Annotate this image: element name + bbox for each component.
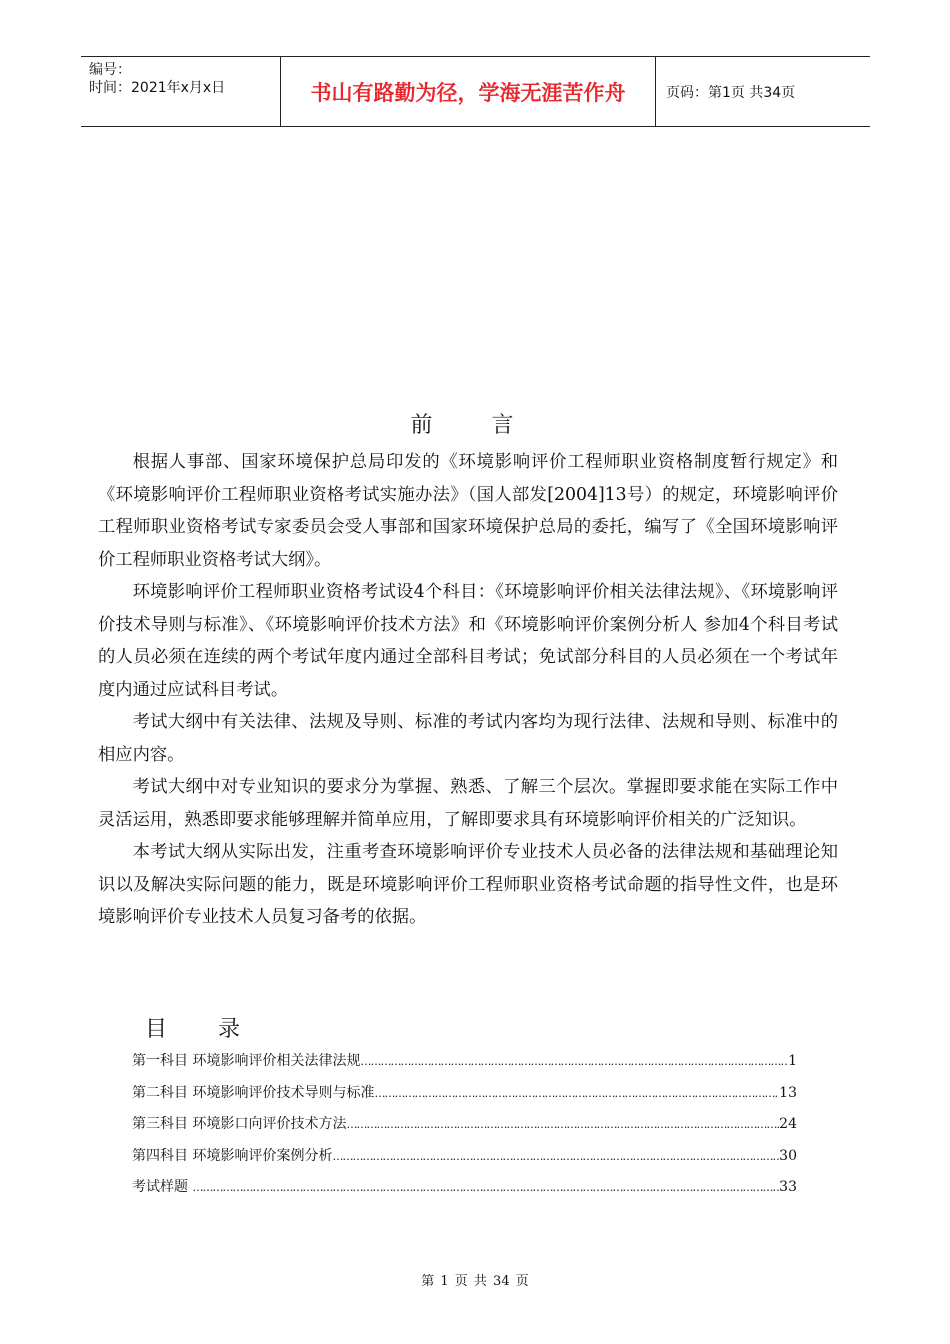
preface-paragraph: 根据人事部、国家环境保护总局印发的《环境影响评价工程师职业资格制度暂行规定》和《环境影响评价工程师职业资格考试实施办法》（国人部发[2004]13号）的规定，环境影响评价工程师职业资格考试专家委员会受人事部和国家环境保护总局的委托，编写了《全国环境影响评价工程师职业资格考试大纲》。: [98, 452, 838, 570]
preface-paragraph: 本考试大纲从实际出发，注重考查环境影响评价专业技术人员必备的法律法规和基础理论知识以及解决实际问题的能力，既是环境影响评价工程师职业资格考试命题的指导性文件，也是环境影响评价专业技术人员复习备考的依据。: [98, 842, 838, 927]
toc-leader-dots: [346, 1109, 779, 1141]
toc-item-page: 1: [788, 1053, 797, 1069]
toc-item-label: 第二科目 环境影响评价技术导则与标准: [132, 1084, 375, 1101]
time-label: 时间：2021年x月x日: [89, 80, 226, 96]
toc-leader-dots: [192, 1172, 779, 1204]
toc-title: 目 录: [145, 1017, 262, 1042]
toc-leader-dots: [374, 1078, 779, 1110]
table-of-contents: [132, 1046, 797, 1204]
toc-item[interactable]: [132, 1109, 797, 1141]
toc-item-label: 第一科目 环境影响评价相关法律法规: [132, 1053, 361, 1069]
toc-item-page: 24: [779, 1116, 797, 1132]
toc-item-label: 考试样题: [132, 1179, 193, 1195]
preface-title: 前 言: [410, 413, 540, 438]
number-label: 编号：: [89, 62, 131, 78]
document-header: [81, 56, 870, 127]
header-meta: [81, 57, 281, 126]
preface-paragraph: 考试大纲中对专业知识的要求分为掌握、熟悉、了解三个层次。掌握即要求能在实际工作中灵活运用，熟悉即要求能够理解并简单应用，了解即要求具有环境影响评价相关的广泛知识。: [98, 777, 838, 830]
toc-item-label: 第四科目 环境影响评价案例分析: [132, 1147, 333, 1164]
toc-item[interactable]: [132, 1078, 797, 1110]
toc-item[interactable]: [132, 1172, 797, 1204]
toc-item-page: 33: [779, 1179, 797, 1195]
preface-body: [98, 446, 838, 934]
toc-item[interactable]: [132, 1141, 797, 1173]
toc-item-page: 13: [779, 1084, 797, 1101]
header-motto: 书山有路勤为径，学海无涯苦作舟: [281, 57, 656, 126]
toc-item-page: 30: [779, 1147, 797, 1164]
toc-item[interactable]: [132, 1046, 797, 1078]
header-page-info: 页码：第1页 共34页: [666, 84, 796, 101]
toc-leader-dots: [332, 1141, 779, 1173]
preface-paragraph: 环境影响评价工程师职业资格考试设4个科目：《环境影响评价相关法律法规》、《环境影响评价技术导则与标准》、《环境影响评价技术方法》和《环境影响评价案例分析人 参加4个科目考试的人员必须在连续的两个考试年度内通过全部科目考试；免试部分科目的人员必须在一个考试年度内通过应试科目考试。: [98, 582, 838, 700]
preface-paragraph: 考试大纲中有关法律、法规及导则、标准的考试内客均为现行法律、法规和导则、标准中的相应内容。: [98, 712, 838, 765]
page-footer: 第 1 页 共 34 页: [421, 1274, 529, 1289]
toc-item-label: 第三科目 环境影口向评价技术方法: [132, 1116, 347, 1132]
toc-leader-dots: [360, 1046, 788, 1078]
